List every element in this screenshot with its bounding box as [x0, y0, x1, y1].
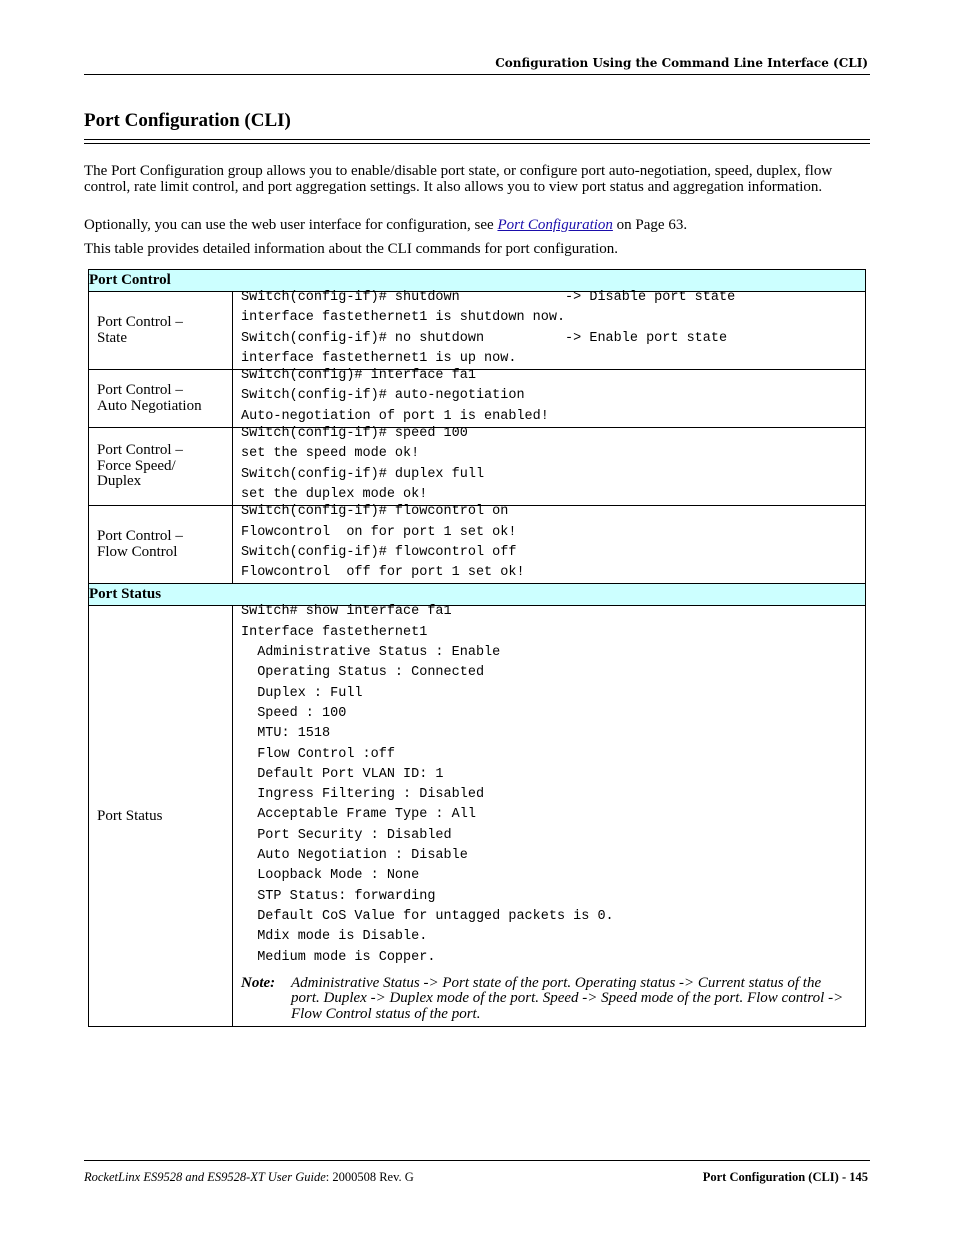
footer-page-number: Port Configuration (CLI) - 145: [702, 1170, 868, 1184]
row-label-line: Duplex: [97, 473, 142, 490]
code-line: set the duplex mode ok!: [241, 486, 428, 502]
code-line: Switch(config-if)# flowcontrol off: [241, 544, 517, 560]
paragraph-text-after: on Page 63.: [612, 217, 688, 233]
header-rule: [84, 74, 870, 75]
code-line: Flowcontrol on for port 1 set ok!: [241, 524, 517, 540]
code-line: Switch(config-if)# no shutdown -> Enable port state: [241, 330, 728, 346]
note: [241, 976, 865, 1023]
code-line: interface fastethernet1 is shutdown now.: [241, 310, 566, 326]
row-label-line: State: [97, 329, 127, 346]
row-label: Port Status: [89, 606, 233, 1027]
code-line: MTU: 1518: [241, 726, 331, 742]
code-line: Switch(config-if)# auto-negotiation: [241, 388, 525, 404]
code-line: Default CoS Value for untagged packets is 0.: [241, 908, 614, 924]
code-line: interface fastethernet1 is up now.: [241, 350, 517, 366]
row-label-line: Force Speed/: [97, 457, 176, 474]
code-line: Administrative Status : Enable: [241, 645, 501, 661]
code-line: set the speed mode ok!: [241, 446, 420, 462]
footer-revision: : 2000508 Rev. G: [325, 1170, 414, 1184]
note-label: Note:: [241, 974, 276, 991]
code-line: Interface fastethernet1: [241, 624, 428, 640]
code-cell: [233, 428, 866, 506]
table-row-auto-negotiation: [89, 370, 866, 428]
row-label-line: Port Control –: [97, 314, 183, 331]
note-text: Administrative Status -> Port state of the port. Operating status -> Current status of the port. Duplex -> Duplex mode of the port. Speed -> Speed mode of the port. Flow control -> Flow Control status of the port.: [291, 974, 844, 1022]
running-header: Configuration Using the Command Line Interface (CLI): [495, 56, 868, 70]
section-title: Port Configuration (CLI): [84, 110, 291, 131]
code-line: Switch(config-if)# shutdown -> Disable port state: [241, 290, 736, 305]
table-intro-paragraph: This table provides detailed information about the CLI commands for port configuration.: [84, 241, 619, 257]
group-header-cell: Port Control: [89, 270, 866, 292]
code-line: Switch(config-if)# duplex full: [241, 466, 485, 482]
code-line: Switch(config-if)# flowcontrol on: [241, 504, 509, 520]
code-line: Switch# show interface fa1: [241, 604, 452, 620]
code-line: Speed : 100: [241, 705, 347, 721]
code-line: Operating Status : Connected: [241, 665, 485, 681]
table-row-port-status: [89, 606, 866, 1027]
code-line: Switch(config)# interface fa1: [241, 368, 476, 384]
code-line: Medium mode is Copper.: [241, 949, 436, 965]
title-rule: [84, 139, 870, 144]
code-cell: [233, 370, 866, 428]
footer-document-title: [84, 1170, 414, 1185]
code-line: Port Security : Disabled: [241, 827, 452, 843]
row-label-line: Auto Negotiation: [97, 397, 202, 414]
port-configuration-link[interactable]: Port Configuration: [497, 217, 613, 233]
code-line: Flow Control :off: [241, 746, 395, 762]
row-label: [89, 292, 233, 370]
table-row-flow-control: [89, 506, 866, 584]
footer-guide-title: RocketLinx ES9528 and ES9528-XT User Guide: [84, 1170, 326, 1184]
intro-paragraph: The Port Configuration group allows you to enable/disable port state, or configure port auto-negotiation, speed, duplex, flow control, rate limit control, and port aggregation settings. It also allows you to view port status and aggregation information.: [84, 163, 833, 195]
code-cell: [233, 606, 866, 1027]
code-line: Loopback Mode : None: [241, 868, 420, 884]
code-line: Acceptable Frame Type : All: [241, 807, 476, 823]
row-label: [89, 428, 233, 506]
row-label-line: Port Control –: [97, 442, 183, 459]
row-label: [89, 370, 233, 428]
code-line: Auto Negotiation : Disable: [241, 848, 468, 864]
code-line: Switch(config-if)# speed 100: [241, 426, 468, 442]
row-label-line: Port Control –: [97, 528, 183, 545]
table-row-state: [89, 292, 866, 370]
web-ui-reference-paragraph: [84, 218, 854, 234]
code-line: Flowcontrol off for port 1 set ok!: [241, 565, 525, 581]
footer-rule: [84, 1160, 870, 1161]
cli-command-table: [88, 269, 866, 1027]
code-line: STP Status: forwarding: [241, 888, 436, 904]
code-cell: [233, 506, 866, 584]
group-header-cell: Port Status: [89, 584, 866, 606]
code-line: Auto-negotiation of port 1 is enabled!: [241, 408, 549, 424]
code-cell: [233, 292, 866, 370]
paragraph-text-before: Optionally, you can use the web user interface for configuration, see: [84, 217, 498, 233]
code-line: Mdix mode is Disable.: [241, 929, 428, 945]
row-label-line: Port Control –: [97, 382, 183, 399]
code-line: Default Port VLAN ID: 1: [241, 766, 444, 782]
code-line: Ingress Filtering : Disabled: [241, 787, 485, 803]
row-label-line: Flow Control: [97, 543, 178, 560]
row-label: [89, 506, 233, 584]
table-row-force-speed-duplex: [89, 428, 866, 506]
code-line: Duplex : Full: [241, 685, 363, 701]
